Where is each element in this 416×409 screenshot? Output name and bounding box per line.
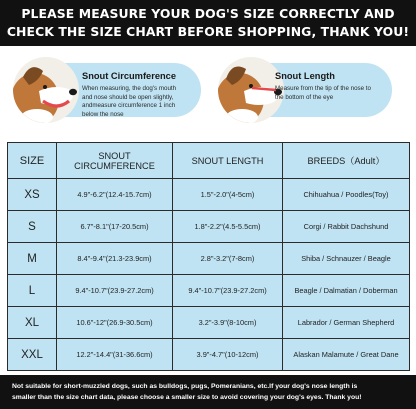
snout-circumference-description: When measuring, the dog's mouth and nose should be open slightly, andmeasure circumference 1 inch below the nose	[82, 85, 177, 118]
length-cell: 3.9"-4.7"(10-12cm)	[173, 339, 283, 371]
footer-notice	[0, 375, 416, 409]
circumference-cell: 8.4"-9.4"(21.3-23.9cm)	[57, 243, 173, 275]
length-cell: 2.8"-3.2"(7-8cm)	[173, 243, 283, 275]
measurement-guide	[0, 55, 416, 125]
breeds-cell: Chihuahua / Poodles(Toy)	[283, 179, 410, 211]
snout-length-title: Snout Length	[275, 71, 335, 81]
snout-circumference-card	[13, 55, 203, 125]
size-cell: XL	[8, 307, 57, 339]
size-cell: L	[8, 275, 57, 307]
circumference-cell: 10.6"-12"(26.9-30.5cm)	[57, 307, 173, 339]
table-row	[8, 243, 410, 275]
table-row	[8, 307, 410, 339]
breeds-cell: Labrador / German Shepherd	[283, 307, 410, 339]
length-cell: 1.5"-2.0"(4-5cm)	[173, 179, 283, 211]
circumference-cell: 12.2"-14.4"(31-36.6cm)	[57, 339, 173, 371]
breeds-cell: Corgi / Rabbit Dachshund	[283, 211, 410, 243]
size-chart-table	[7, 142, 410, 371]
size-cell: XS	[8, 179, 57, 211]
snout-circumference-title: Snout Circumference	[82, 71, 177, 81]
size-cell: S	[8, 211, 57, 243]
table-header-row	[8, 143, 410, 179]
footer-line-2: smaller than the size chart data, please choose a smaller size to avoid covering your dog's eyes. Thank you!	[12, 394, 362, 401]
breeds-cell: Alaskan Malamute / Great Dane	[283, 339, 410, 371]
length-cell: 3.2"-3.9"(8-10cm)	[173, 307, 283, 339]
table-row	[8, 179, 410, 211]
circumference-cell: 6.7"-8.1"(17-20.5cm)	[57, 211, 173, 243]
breeds-cell: Shiba / Schnauzer / Beagle	[283, 243, 410, 275]
footer-line-1: Not suitable for short-muzzled dogs, such as bulldogs, pugs, Pomeranians, etc.If your dog's nose length is	[12, 383, 358, 390]
circumference-cell: 9.4"-10.7"(23.9-27.2cm)	[57, 275, 173, 307]
table-row	[8, 339, 410, 371]
header-snout-length: SNOUT LENGTH	[173, 143, 283, 179]
header-line-2: CHECK THE SIZE CHART BEFORE SHOPPING, THANK YOU!	[6, 24, 410, 39]
snout-length-description: Measure from the tip of the nose to the bottom of the eye	[275, 85, 371, 101]
size-cell: M	[8, 243, 57, 275]
header-size: SIZE	[8, 143, 57, 179]
circumference-cell: 4.9"-6.2"(12.4-15.7cm)	[57, 179, 173, 211]
header-breeds: BREEDS（Adult）	[283, 143, 410, 179]
snout-length-card	[218, 55, 408, 125]
header-line-1: PLEASE MEASURE YOUR DOG'S SIZE CORRECTLY AND	[21, 6, 395, 21]
breeds-cell: Beagle / Dalmatian / Doberman	[283, 275, 410, 307]
table-row	[8, 211, 410, 243]
dog-circumference-photo	[13, 57, 79, 123]
length-cell: 1.8"-2.2"(4.5-5.5cm)	[173, 211, 283, 243]
table-row	[8, 275, 410, 307]
length-cell: 9.4"-10.7"(23.9-27.2cm)	[173, 275, 283, 307]
header-banner	[0, 0, 416, 46]
size-cell: XXL	[8, 339, 57, 371]
header-snout-circumference: SNOUT CIRCUMFERENCE	[57, 143, 173, 179]
